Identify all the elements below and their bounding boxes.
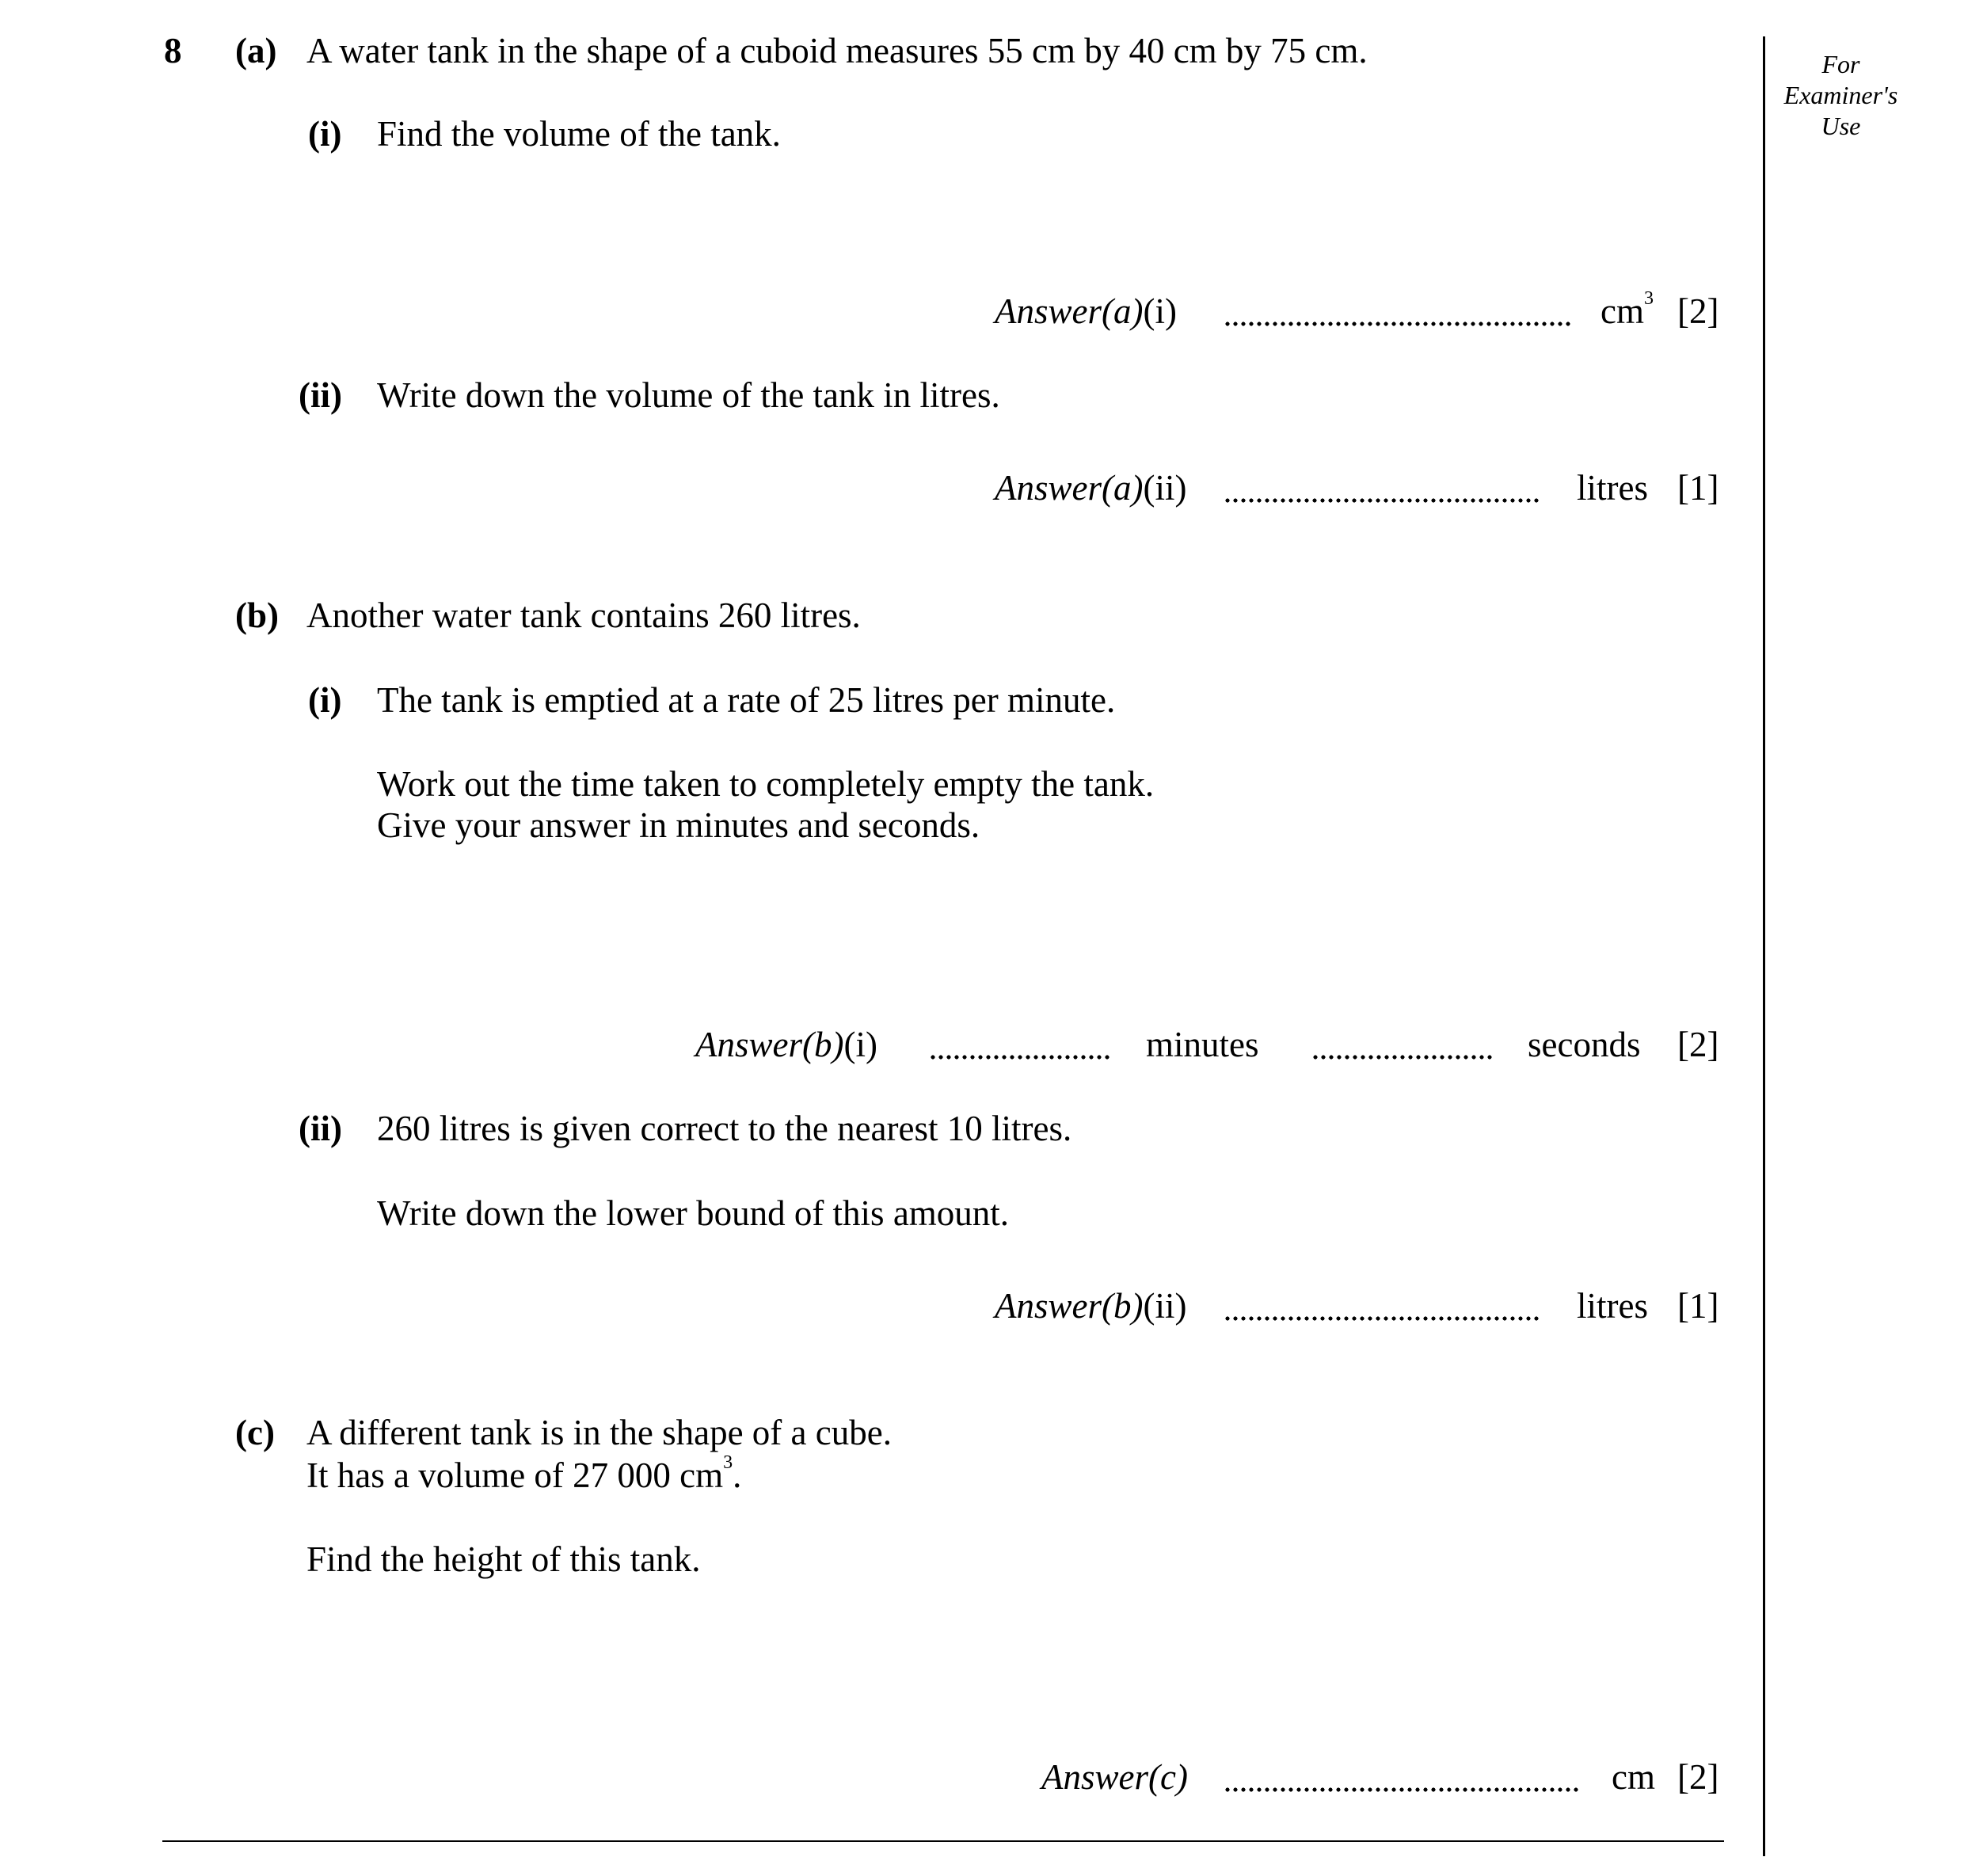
answer-c-marks: [2] bbox=[1677, 1757, 1719, 1797]
answer-b-ii-line[interactable] bbox=[1224, 1315, 1540, 1322]
answer-c-unit: cm bbox=[1612, 1757, 1655, 1797]
answer-a-i-unit: $cm^3$ bbox=[1601, 288, 1654, 331]
answer-b-i-unit-minutes: minutes bbox=[1146, 1025, 1259, 1064]
page-bottom-rule bbox=[162, 1840, 1724, 1842]
part-a-ii-label: (ii) bbox=[299, 375, 342, 415]
part-b-ii-line2: Write down the lower bound of this amount. bbox=[377, 1193, 1010, 1233]
answer-a-i-line[interactable] bbox=[1224, 321, 1572, 327]
part-b-i-line2: Work out the time taken to completely empty the tank. bbox=[377, 764, 1155, 804]
part-a-i-text: Find the volume of the tank. bbox=[377, 114, 781, 154]
answer-b-i-seconds-line[interactable] bbox=[1311, 1054, 1494, 1060]
part-b-i-text: The tank is emptied at a rate of 25 litres per minute. bbox=[377, 680, 1116, 720]
answer-a-ii-line[interactable] bbox=[1224, 497, 1540, 504]
answer-c-line[interactable] bbox=[1224, 1787, 1580, 1793]
part-c-line2: It has a volume of 27 000 $cm^3$. bbox=[306, 1452, 742, 1495]
part-b-stem: Another water tank contains 260 litres. bbox=[306, 596, 861, 635]
answer-c-label: Answer(c) bbox=[1041, 1757, 1188, 1797]
examiner-margin-line bbox=[1763, 36, 1765, 1856]
answer-a-ii-marks: [1] bbox=[1677, 468, 1719, 508]
answer-b-i-minutes-line[interactable] bbox=[929, 1054, 1111, 1060]
part-c-label: (c) bbox=[235, 1413, 275, 1452]
answer-a-i-label: Answer(a)(i) bbox=[995, 291, 1177, 331]
answer-b-i-marks: [2] bbox=[1677, 1025, 1719, 1064]
part-a-i-label: (i) bbox=[308, 114, 342, 154]
answer-a-i-marks: [2] bbox=[1677, 291, 1719, 331]
part-b-label: (b) bbox=[235, 596, 279, 635]
answer-a-ii-unit: litres bbox=[1577, 468, 1648, 508]
answer-b-ii-unit: litres bbox=[1577, 1286, 1648, 1326]
part-b-ii-text: 260 litres is given correct to the nearest 10 litres. bbox=[377, 1109, 1072, 1148]
answer-a-ii-label: Answer(a)(ii) bbox=[995, 468, 1187, 508]
part-c-line1: A different tank is in the shape of a cube. bbox=[306, 1413, 892, 1452]
examiner-use-label: For Examiner's Use bbox=[1783, 50, 1898, 140]
part-a-label: (a) bbox=[235, 31, 277, 70]
part-b-i-line3: Give your answer in minutes and seconds. bbox=[377, 805, 980, 845]
part-b-ii-label: (ii) bbox=[299, 1109, 342, 1148]
answer-b-i-unit-seconds: seconds bbox=[1528, 1025, 1641, 1064]
answer-b-i-label: Answer(b)(i) bbox=[695, 1025, 877, 1064]
part-a-stem: A water tank in the shape of a cuboid measures 55 cm by 40 cm by 75 cm. bbox=[306, 31, 1368, 70]
part-c-line3: Find the height of this tank. bbox=[306, 1539, 701, 1579]
answer-b-ii-marks: [1] bbox=[1677, 1286, 1719, 1326]
question-number: 8 bbox=[164, 31, 182, 70]
answer-b-ii-label: Answer(b)(ii) bbox=[995, 1286, 1187, 1326]
part-a-ii-text: Write down the volume of the tank in litres. bbox=[377, 375, 1000, 415]
part-b-i-label: (i) bbox=[308, 680, 342, 720]
